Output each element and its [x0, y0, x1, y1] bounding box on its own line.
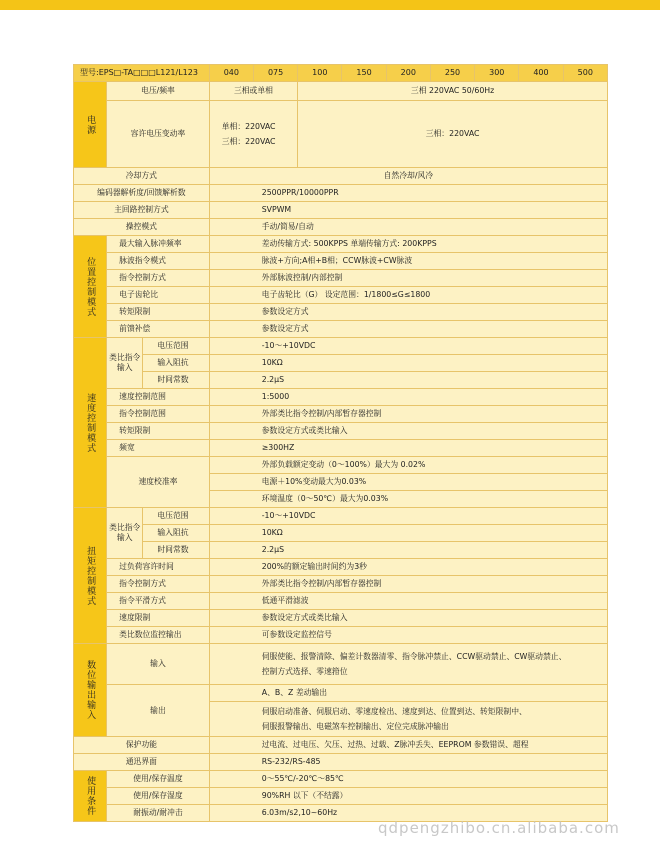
- size-075: 075: [253, 65, 297, 82]
- digital-output-line: 伺服报警输出、电磁煞车控制输出、定位完成脉冲输出: [261, 722, 449, 731]
- torque-row: [74, 576, 608, 593]
- size-150: 150: [342, 65, 386, 82]
- speed-value: ≥300HZ: [209, 440, 607, 457]
- size-200: 200: [386, 65, 430, 82]
- torque-label: 过负荷容许时间: [107, 559, 210, 576]
- header-row: [74, 65, 608, 82]
- position-value: 电子齿轮比（G） 设定范围：1/1800≤G≤1800: [209, 287, 607, 304]
- torque-analog-value: -10～+10VDC: [209, 508, 607, 525]
- torque-value: 200%的额定输出时间约为3秒: [209, 559, 607, 576]
- encoder-row: [74, 185, 608, 202]
- comm-value: RS-232/RS-485: [209, 754, 607, 771]
- position-value: 脉波+方向;A相+B相；CCW脉波+CW脉波: [209, 253, 607, 270]
- cooling-label: 冷却方式: [74, 168, 210, 185]
- protect-label: 保护功能: [74, 737, 210, 754]
- tolerance-label: 容许电压变动率: [107, 101, 210, 168]
- torque-label: 类比数位监控输出: [107, 627, 210, 644]
- position-row: [74, 253, 608, 270]
- speed-row: [74, 440, 608, 457]
- position-value: 参数设定方式: [209, 321, 607, 338]
- position-row: [74, 321, 608, 338]
- protect-row: [74, 737, 608, 754]
- speed-analog-sublabel: 电压范围: [143, 338, 209, 355]
- main-loop-value: SVPWM: [209, 202, 607, 219]
- torque-row: [74, 627, 608, 644]
- tolerance-small: [209, 101, 297, 168]
- speed-label: 指令控制范围: [107, 406, 210, 423]
- encoder-label: 编码器解析度/回馈解析数: [74, 185, 210, 202]
- voltage-large: 三相 220VAC 50/60Hz: [298, 82, 608, 101]
- position-value: 差动传输方式: 500KPPS 单端传输方式: 200KPPS: [209, 236, 607, 253]
- speed-accuracy-row: [74, 457, 608, 474]
- digital-input-label: 输入: [107, 644, 210, 685]
- torque-analog-value: 2.2μS: [209, 542, 607, 559]
- category-position: 位置控制模式: [74, 236, 107, 338]
- torque-analog-row: [74, 508, 608, 525]
- digital-input-line: 伺服使能、报警清除、偏差计数器清零、指令脉冲禁止、CCW驱动禁止、CW驱动禁止、: [261, 652, 567, 661]
- position-value: 外部脉波控制/内部控制: [209, 270, 607, 287]
- torque-row: [74, 593, 608, 610]
- speed-label: 频宽: [107, 440, 210, 457]
- cooling-row: [74, 168, 608, 185]
- speed-accuracy-value: 环境温度（0～50℃）最大为0.03%: [209, 491, 607, 508]
- comm-row: [74, 754, 608, 771]
- torque-row: [74, 610, 608, 627]
- operation-value: 手动/简易/自动: [209, 219, 607, 236]
- digital-output-value-2: [209, 702, 607, 737]
- position-row: [74, 270, 608, 287]
- speed-label: 速度控制范围: [107, 389, 210, 406]
- position-label: 电子齿轮比: [107, 287, 210, 304]
- spec-table: [73, 64, 608, 822]
- speed-accuracy-label: 速度校准率: [107, 457, 210, 508]
- tolerance-small-1: 单相：220VAC: [221, 122, 276, 131]
- digital-output-row: [74, 685, 608, 702]
- tolerance-large: 三相：220VAC: [298, 101, 608, 168]
- position-label: 前馈补偿: [107, 321, 210, 338]
- speed-analog-sublabel: 输入阻抗: [143, 355, 209, 372]
- env-row: [74, 771, 608, 788]
- cooling-value: 自然冷却/风冷: [209, 168, 607, 185]
- power-voltage-row: [74, 82, 608, 101]
- speed-value: 参数设定方式或类比输入: [209, 423, 607, 440]
- digital-input-row: [74, 644, 608, 685]
- speed-row: [74, 406, 608, 423]
- category-torque: 扭矩控制模式: [74, 508, 107, 644]
- env-value: 90%RH 以下（不结露）: [209, 788, 607, 805]
- torque-value: 外部类比指令控制/内部暂存器控制: [209, 576, 607, 593]
- position-label: 脉波指令模式: [107, 253, 210, 270]
- torque-analog-label: 类比指令输入: [107, 508, 143, 559]
- torque-value: 参数设定方式或类比输入: [209, 610, 607, 627]
- operation-row: [74, 219, 608, 236]
- size-100: 100: [298, 65, 342, 82]
- speed-analog-sublabel: 时间常数: [143, 372, 209, 389]
- speed-value: 外部类比指令控制/内部暂存器控制: [209, 406, 607, 423]
- speed-value: 1:5000: [209, 389, 607, 406]
- env-value: 6.03m/s2,10~60Hz: [209, 805, 607, 822]
- size-500: 500: [563, 65, 607, 82]
- speed-analog-row: [74, 372, 608, 389]
- torque-analog-row: [74, 542, 608, 559]
- digital-output-line: 伺服启动准备、伺服启动、零速度检出、速度到达、位置到达、转矩限制中、: [261, 707, 527, 716]
- voltage-label: 电压/频率: [107, 82, 210, 101]
- position-row: [74, 304, 608, 321]
- encoder-value: 2500PPR/10000PPR: [209, 185, 607, 202]
- main-loop-label: 主回路控制方式: [74, 202, 210, 219]
- digital-input-line: 控制方式选择、零速箝位: [261, 667, 348, 676]
- tolerance-small-2: 三相：220VAC: [221, 137, 276, 146]
- speed-analog-label: 类比指令输入: [107, 338, 143, 389]
- watermark: qdpengzhibo.cn.alibaba.com: [378, 819, 620, 837]
- torque-analog-sublabel: 电压范围: [143, 508, 209, 525]
- speed-accuracy-value: 电源＋10%变动最大为0.03%: [209, 474, 607, 491]
- position-label: 指令控制方式: [107, 270, 210, 287]
- category-speed: 速度控制模式: [74, 338, 107, 508]
- torque-analog-sublabel: 时间常数: [143, 542, 209, 559]
- position-label: 转矩限制: [107, 304, 210, 321]
- speed-label: 转矩限制: [107, 423, 210, 440]
- torque-row: [74, 559, 608, 576]
- torque-analog-value: 10KΩ: [209, 525, 607, 542]
- power-tolerance-row: [74, 101, 608, 168]
- torque-analog-row: [74, 525, 608, 542]
- digital-output-value-1: A、B、Z 差动输出: [209, 685, 607, 702]
- speed-analog-value: 10KΩ: [209, 355, 607, 372]
- env-value: 0～55℃/-20℃～85℃: [209, 771, 607, 788]
- position-row: [74, 287, 608, 304]
- main-loop-row: [74, 202, 608, 219]
- top-accent-bar: [0, 0, 660, 10]
- voltage-small: 三相或单相: [209, 82, 297, 101]
- size-300: 300: [475, 65, 519, 82]
- speed-analog-row: [74, 355, 608, 372]
- env-row: [74, 788, 608, 805]
- env-label: 使用/保存湿度: [107, 788, 210, 805]
- category-env: 使用条件: [74, 771, 107, 822]
- size-040: 040: [209, 65, 253, 82]
- category-power: 电源: [74, 82, 107, 168]
- env-label: 耐振动/耐冲击: [107, 805, 210, 822]
- digital-output-label: 输出: [107, 685, 210, 737]
- size-400: 400: [519, 65, 563, 82]
- speed-row: [74, 389, 608, 406]
- torque-label: 指令控制方式: [107, 576, 210, 593]
- size-250: 250: [430, 65, 474, 82]
- protect-value: 过电流、过电压、欠压、过热、过载、Z脉冲丢失、EEPROM 参数错误、超程: [209, 737, 607, 754]
- operation-label: 操控模式: [74, 219, 210, 236]
- category-digital: 数位输出输入: [74, 644, 107, 737]
- position-label: 最大输入脉冲频率: [107, 236, 210, 253]
- comm-label: 通迅界面: [74, 754, 210, 771]
- speed-row: [74, 423, 608, 440]
- speed-accuracy-value: 外部负载额定变动（0～100%）最大为 0.02%: [209, 457, 607, 474]
- digital-input-value: [209, 644, 607, 685]
- position-row: [74, 236, 608, 253]
- torque-value: 低通平滑滤波: [209, 593, 607, 610]
- speed-analog-row: [74, 338, 608, 355]
- model-label: 型号:EPS□-TA□□□L121/L123: [74, 65, 210, 82]
- torque-label: 速度限制: [107, 610, 210, 627]
- speed-analog-value: -10～+10VDC: [209, 338, 607, 355]
- env-label: 使用/保存温度: [107, 771, 210, 788]
- torque-label: 指令平滑方式: [107, 593, 210, 610]
- speed-analog-value: 2.2μS: [209, 372, 607, 389]
- torque-analog-sublabel: 输入阻抗: [143, 525, 209, 542]
- torque-value: 可参数设定监控信号: [209, 627, 607, 644]
- position-value: 参数设定方式: [209, 304, 607, 321]
